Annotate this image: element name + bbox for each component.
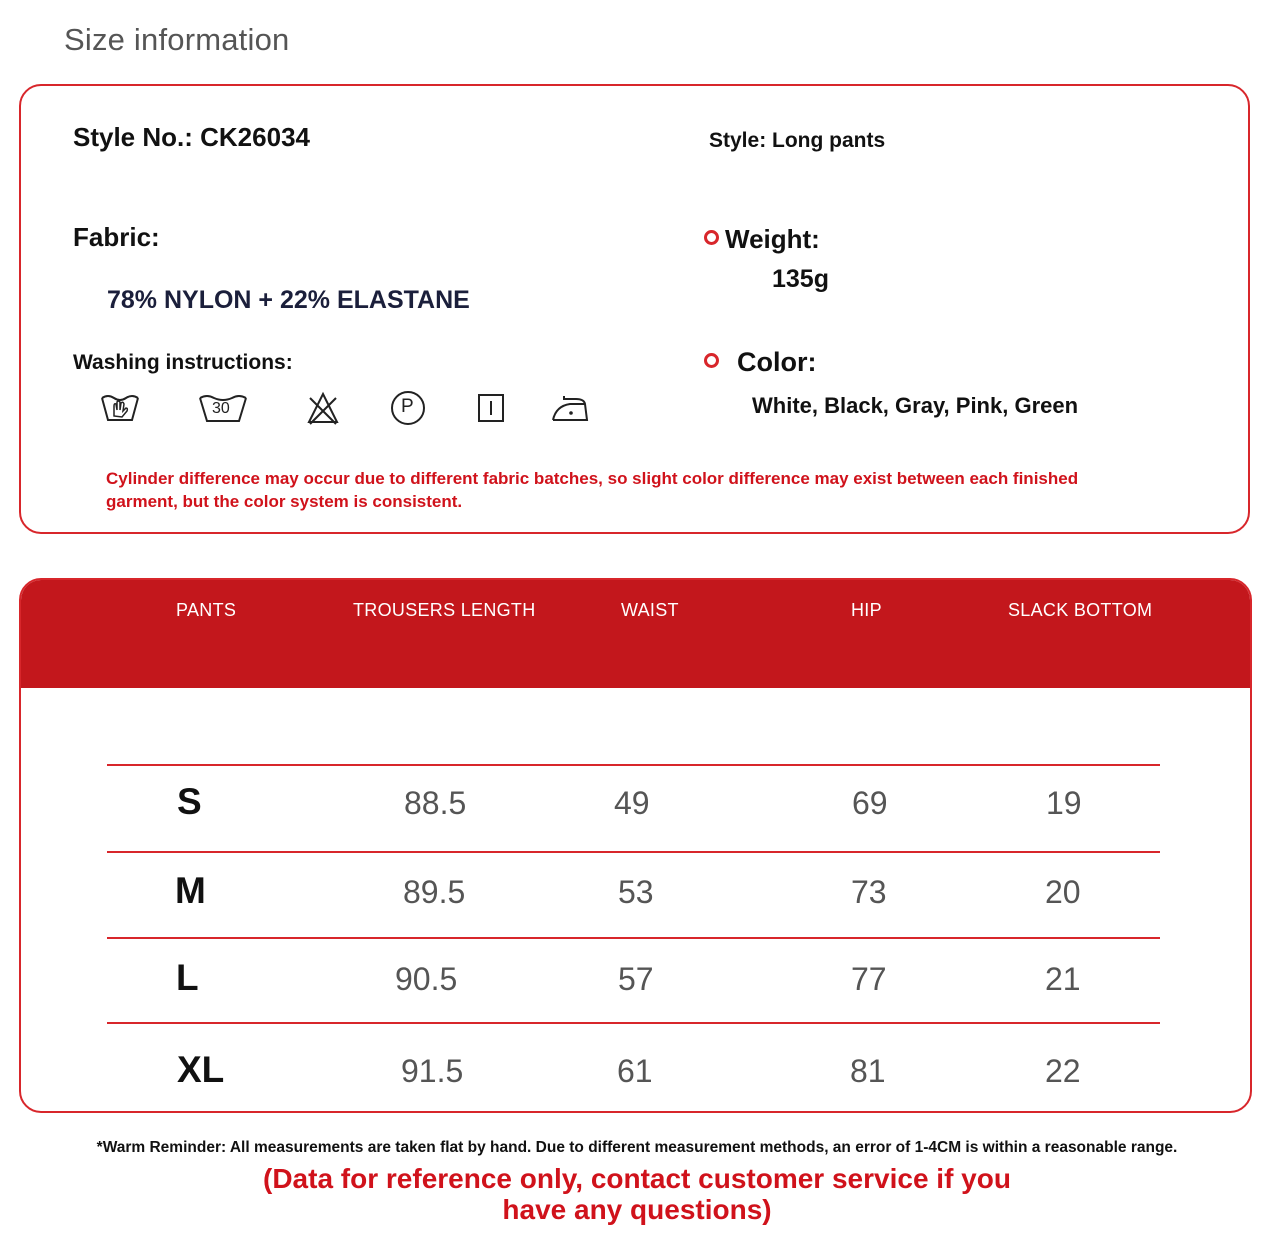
bottom-cell: 22 (1045, 1053, 1081, 1089)
fabric-label: Fabric: (73, 222, 160, 252)
column-header-waist: WAIST (621, 600, 679, 620)
dry-clean-letter: P (401, 396, 414, 417)
size-cell: XL (177, 1049, 225, 1090)
length-cell: 91.5 (401, 1053, 464, 1089)
length-cell: 90.5 (395, 961, 458, 997)
bottom-cell: 20 (1045, 874, 1081, 910)
fabric-value: 78% NYLON + 22% ELASTANE (107, 286, 470, 314)
length-cell: 88.5 (404, 785, 467, 821)
row-divider (107, 937, 1160, 939)
color-value: White, Black, Gray, Pink, Green (752, 393, 1079, 418)
bottom-cell: 21 (1045, 961, 1081, 997)
waist-cell: 49 (614, 785, 650, 821)
hip-cell: 69 (852, 785, 888, 821)
hip-cell: 73 (851, 874, 887, 910)
waist-cell: 57 (618, 961, 654, 997)
hand-wash-icon (100, 390, 140, 426)
line-dry-icon (476, 390, 506, 426)
circle-bullet-icon (704, 353, 719, 368)
size-table (19, 578, 1252, 1113)
wash-temperature: 30 (212, 400, 230, 417)
waist-cell: 53 (618, 874, 654, 910)
reference-note (0, 1163, 1274, 1225)
circle-bullet-icon (704, 230, 719, 245)
color-label: Color: (737, 347, 817, 377)
color-difference-notice (106, 467, 1186, 513)
washing-instructions-label: Washing instructions: (73, 351, 293, 374)
notice-line: Cylinder difference may occur due to different fabric batches, so slight color difference may exist between each finished (106, 469, 1079, 488)
length-cell: 89.5 (403, 874, 466, 910)
iron-low-heat-icon (550, 390, 590, 426)
warm-reminder: *Warm Reminder: All measurements are taken flat by hand. Due to different measurement methods, an error of 1-4CM is within a reasonable range. (96, 1139, 1178, 1156)
row-divider (107, 1022, 1160, 1024)
notice-line: garment, but the color system is consistent. (106, 492, 463, 511)
size-cell: L (176, 957, 199, 998)
size-cell: S (177, 781, 202, 822)
page-title: Size information (64, 22, 290, 57)
column-header-hip: HIP (851, 600, 882, 620)
reference-line: (Data for reference only, contact customer service if you (263, 1163, 1011, 1194)
column-header-trousers-length: TROUSERS LENGTH (353, 600, 536, 620)
table-header (21, 580, 1250, 688)
no-bleach-icon (306, 390, 340, 426)
size-cell: M (175, 870, 206, 911)
style-type: Style: Long pants (709, 129, 886, 152)
column-header-slack-bottom: SLACK BOTTOM (1008, 600, 1153, 620)
weight-label: Weight: (725, 224, 820, 254)
bottom-cell: 19 (1046, 785, 1082, 821)
waist-cell: 61 (617, 1053, 653, 1089)
weight-value: 135g (772, 265, 829, 293)
row-divider (107, 851, 1160, 853)
hip-cell: 81 (850, 1053, 886, 1089)
style-number: Style No.: CK26034 (73, 122, 310, 152)
column-header-pants: PANTS (176, 600, 237, 620)
reference-line: have any questions) (502, 1194, 772, 1225)
hip-cell: 77 (851, 961, 887, 997)
row-divider (107, 764, 1160, 766)
